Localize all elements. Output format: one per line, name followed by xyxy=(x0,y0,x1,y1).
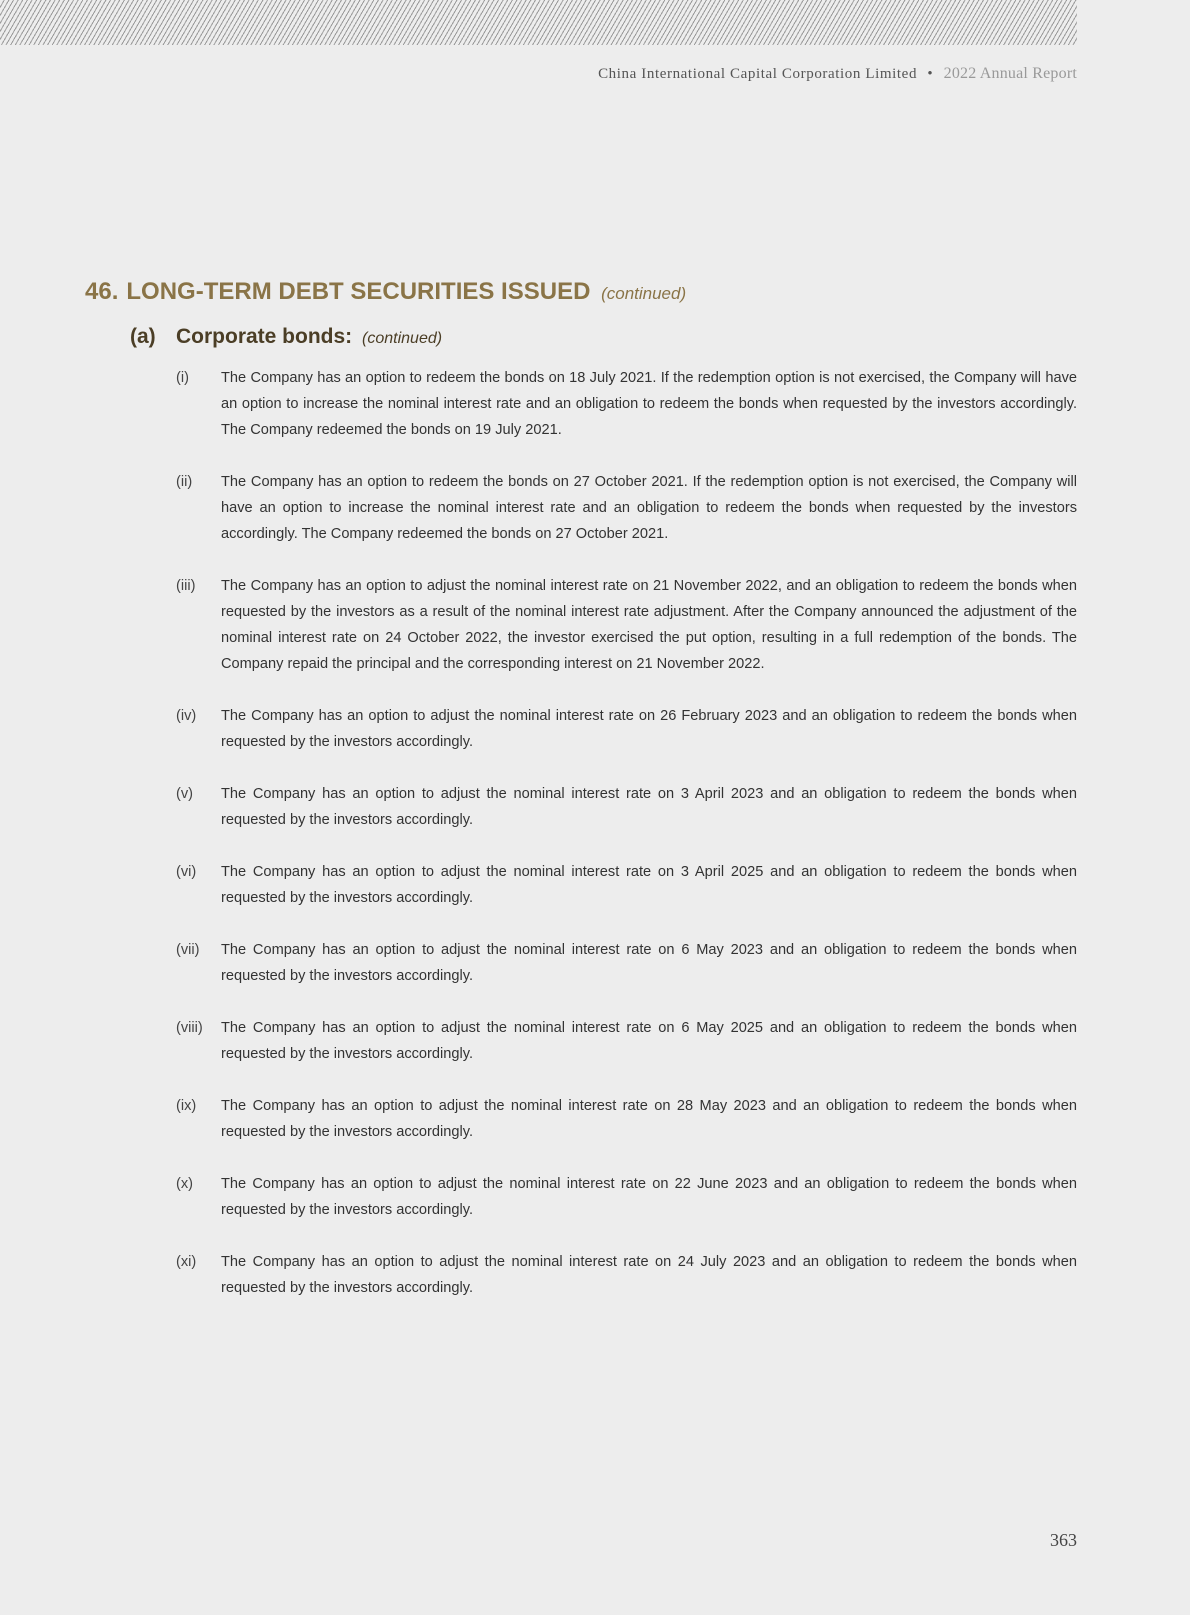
section-title: LONG-TERM DEBT SECURITIES ISSUED xyxy=(126,278,591,305)
running-header xyxy=(598,65,1077,83)
list-item xyxy=(176,859,1077,911)
item-label: (viii) xyxy=(176,1020,203,1036)
item-text: The Company has an option to adjust the nominal interest rate on 26 February 2023 and an obligation to redeem the bonds when requested by the investors accordingly. xyxy=(221,708,1077,750)
item-text: The Company has an option to redeem the bonds on 18 July 2021. If the redemption option is not exercised, the Company will have an option to increase the nominal interest rate and an obligation to redeem the bonds when requested by the investors accordingly. The Company redeemed the bonds on 19 July 2021. xyxy=(221,370,1077,438)
item-label: (x) xyxy=(176,1176,194,1192)
section-continued: (continued) xyxy=(601,284,687,303)
list-item xyxy=(176,469,1077,547)
item-label: (v) xyxy=(176,786,194,802)
item-text: The Company has an option to adjust the nominal interest rate on 3 April 2023 and an obligation to redeem the bonds when requested by the investors accordingly. xyxy=(221,786,1077,828)
item-text: The Company has an option to adjust the nominal interest rate on 22 June 2023 and an obligation to redeem the bonds when requested by the investors accordingly. xyxy=(221,1176,1077,1218)
item-text: The Company has an option to adjust the nominal interest rate on 3 April 2025 and an obligation to redeem the bonds when requested by the investors accordingly. xyxy=(221,864,1077,906)
item-label: (ix) xyxy=(176,1098,197,1114)
page-number: 363 xyxy=(1050,1530,1077,1550)
subsection-label: (a) xyxy=(130,325,156,348)
list-item xyxy=(176,703,1077,755)
list-item xyxy=(176,1093,1077,1145)
list-item xyxy=(176,365,1077,443)
section-heading xyxy=(85,278,686,306)
list-item xyxy=(176,1015,1077,1067)
header-separator: • xyxy=(927,66,934,82)
item-label: (xi) xyxy=(176,1254,197,1270)
item-text: The Company has an option to adjust the nominal interest rate on 28 May 2023 and an obligation to redeem the bonds when requested by the investors accordingly. xyxy=(221,1098,1077,1140)
item-text: The Company has an option to adjust the nominal interest rate on 21 November 2022, and an obligation to redeem the bonds when requested by the investors as a result of the nominal interest rate adjustment. After the Company announced the adjustment of the nominal interest rate on 24 October 2022, the investor exercised the put option, resulting in a full redemption of the bonds. The Company repaid the principal and the corresponding interest on 21 November 2022. xyxy=(221,578,1077,672)
item-label: (i) xyxy=(176,370,189,386)
company-name: China International Capital Corporation Limited xyxy=(598,66,918,82)
item-text: The Company has an option to adjust the nominal interest rate on 6 May 2023 and an obligation to redeem the bonds when requested by the investors accordingly. xyxy=(221,942,1077,984)
item-text: The Company has an option to adjust the nominal interest rate on 24 July 2023 and an obligation to redeem the bonds when requested by the investors accordingly. xyxy=(221,1254,1077,1296)
item-label: (iii) xyxy=(176,578,196,594)
list-item xyxy=(176,781,1077,833)
section-number: 46. xyxy=(85,278,119,305)
subsection-heading xyxy=(130,325,442,349)
item-text: The Company has an option to redeem the bonds on 27 October 2021. If the redemption option is not exercised, the Company will have an option to increase the nominal interest rate and an obligation to redeem the bonds when requested by the investors accordingly. The Company redeemed the bonds on 27 October 2021. xyxy=(221,474,1077,542)
list-item xyxy=(176,1171,1077,1223)
list-item xyxy=(176,937,1077,989)
list-item xyxy=(176,1249,1077,1301)
subsection-continued: (continued) xyxy=(362,330,443,347)
item-text: The Company has an option to adjust the nominal interest rate on 6 May 2025 and an obligation to redeem the bonds when requested by the investors accordingly. xyxy=(221,1020,1077,1062)
decorative-hatch-band xyxy=(0,0,1077,45)
subsection-title: Corporate bonds: xyxy=(176,325,353,348)
report-title: 2022 Annual Report xyxy=(943,65,1077,82)
item-label: (vii) xyxy=(176,942,200,958)
item-label: (iv) xyxy=(176,708,197,724)
list-item xyxy=(176,573,1077,677)
item-label: (vi) xyxy=(176,864,197,880)
notes-list xyxy=(176,365,1077,1327)
item-label: (ii) xyxy=(176,474,193,490)
